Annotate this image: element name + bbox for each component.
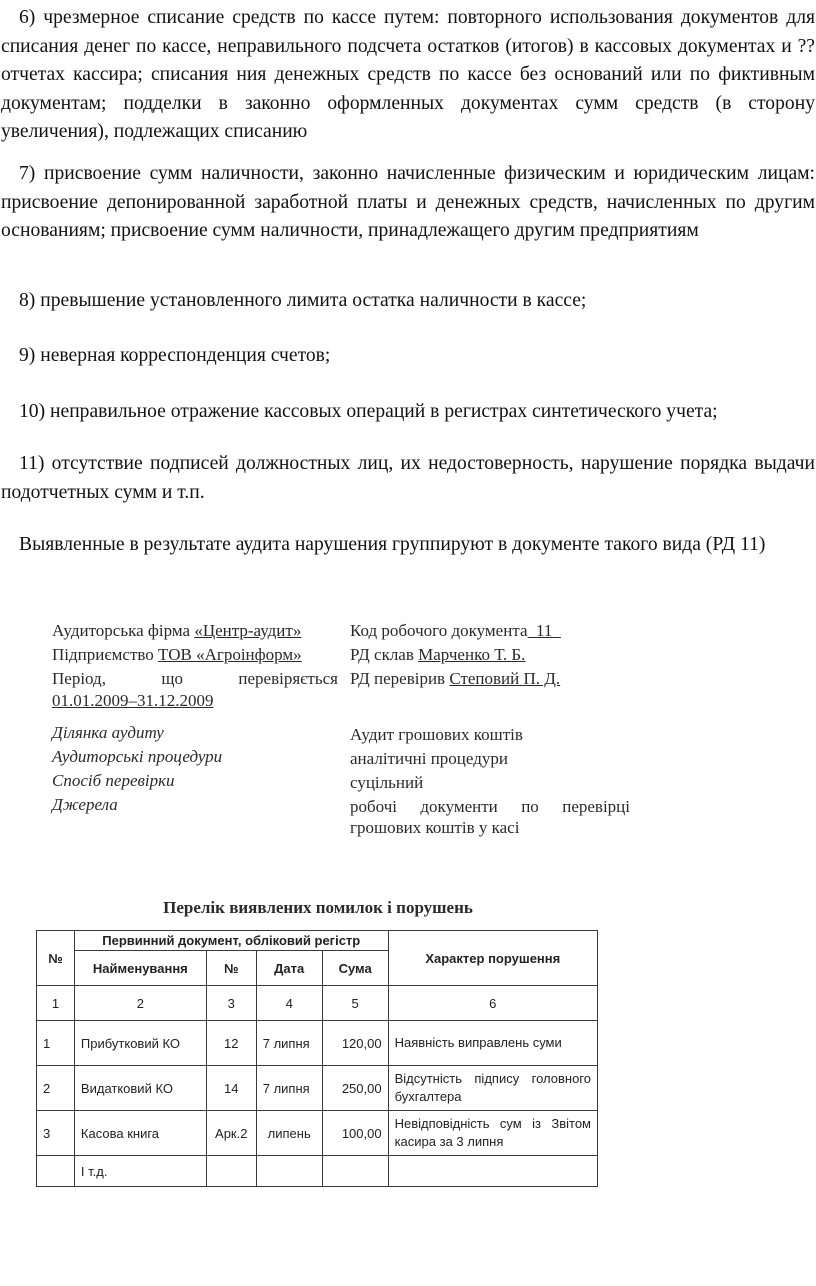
cell-no: [37, 1156, 75, 1187]
cell-date: 7 липня: [256, 1066, 322, 1111]
cell-sum: 100,00: [322, 1111, 388, 1156]
area-label: Ділянка аудиту: [52, 723, 164, 742]
enterprise-label: Підприємство: [52, 645, 154, 664]
col-header-no: №: [37, 931, 75, 986]
doc-code-value: 11: [536, 621, 553, 640]
table-row: [37, 1111, 598, 1156]
firm-label: Аудиторська фірма: [52, 621, 191, 640]
cell-date: липень: [256, 1111, 322, 1156]
column-numbers-row: [37, 986, 598, 1021]
column-number: 4: [256, 986, 322, 1021]
compiled-row: [350, 644, 640, 668]
procedures-label: Аудиторські процедури: [52, 747, 223, 766]
enterprise-value: ТОВ «Агроінформ»: [158, 645, 302, 664]
cell-no: 1: [37, 1021, 75, 1066]
col-header-nature: Характер порушення: [388, 931, 597, 986]
cell-name: Касова книга: [74, 1111, 206, 1156]
paragraph-item-6: 6) чрезмерное списание средств по кассе путем: повторного использования документов для списания денег по кассе, неправильного подсчета остатков (итогов) в кассовых документах и ??отчетах кассира; списания ния денежных средств по кассе без оснований или по фиктивным документам; подделки в законно оформленных документах сумм средств (в сторону увеличения), подлежащих списанию: [1, 7, 815, 143]
compiled-value: Марченко Т. Б.: [418, 645, 526, 664]
cell-sum: 120,00: [322, 1021, 388, 1066]
cell-no: 3: [37, 1111, 75, 1156]
firm-row: [52, 620, 338, 644]
table-header-row: [37, 931, 598, 951]
method-value: суцільний: [350, 773, 424, 792]
method-label: Спосіб перевірки: [52, 771, 175, 790]
header-left-column: [52, 620, 338, 818]
column-number: 3: [206, 986, 256, 1021]
period-word-1: Період,: [52, 669, 106, 688]
sources-value: робочі документи по перевірці грошових коштів у касі: [350, 797, 630, 837]
cell-nature: Відсутність підпису головного бухгалтера: [388, 1066, 597, 1111]
table-row: [37, 1021, 598, 1066]
paragraph-item-9: 9) неверная корреспонденция счетов;: [19, 345, 331, 366]
cell-empty: [206, 1156, 256, 1187]
procedures-value: аналітичні процедури: [350, 749, 508, 768]
cell-num: 14: [206, 1066, 256, 1111]
paragraph-item-10: 10) неправильное отражение кассовых операций в регистрах синтетического учета;: [19, 401, 718, 422]
cell-date: 7 липня: [256, 1021, 322, 1066]
paragraph-summary: Выявленные в результате аудита нарушения группируют в документе такого вида (РД 11): [19, 534, 766, 555]
errors-table: [36, 930, 598, 1187]
cell-empty: [256, 1156, 322, 1187]
sources-label: Джерела: [52, 795, 118, 814]
enterprise-row: [52, 644, 338, 668]
period-word-2: що: [161, 669, 183, 688]
compiled-label: РД склав: [350, 645, 414, 664]
column-number: 6: [388, 986, 597, 1021]
col-header-name: Найменування: [74, 951, 206, 986]
paragraph-item-8: 8) превышение установленного лимита остатка наличности в кассе;: [19, 290, 587, 311]
cell-num: Арк.2: [206, 1111, 256, 1156]
cell-etc: І т.д.: [74, 1156, 206, 1187]
scanned-working-document: [0, 600, 816, 1240]
paragraph-item-11: 11) отсутствие подписей должностных лиц, их недостоверность, нарушение порядка выдачи подотчетных сумм и т.п.: [1, 453, 815, 503]
col-header-num: №: [206, 951, 256, 986]
cell-name: Прибутковий КО: [74, 1021, 206, 1066]
table-row-continuation: [37, 1156, 598, 1187]
period-value: 01.01.2009–31.12.2009: [52, 691, 214, 710]
header-right-column: [350, 620, 640, 838]
checked-value: Степовий П. Д.: [449, 669, 561, 688]
column-number: 2: [74, 986, 206, 1021]
checked-row: [350, 668, 640, 692]
checked-label: РД перевірив: [350, 669, 446, 688]
firm-value: «Центр-аудит»: [194, 621, 302, 640]
cell-nature: Наявність виправлень суми: [388, 1021, 597, 1066]
cell-no: 2: [37, 1066, 75, 1111]
doc-code-label: Код робочого документа: [350, 621, 528, 640]
doc-code-row: [350, 620, 640, 644]
period-word-3: перевіряється: [238, 669, 338, 688]
cell-empty: [322, 1156, 388, 1187]
column-number: 1: [37, 986, 75, 1021]
col-header-sum: Сума: [322, 951, 388, 986]
cell-num: 12: [206, 1021, 256, 1066]
col-header-group: Первинний документ, обліковий регістр: [74, 931, 388, 951]
paragraph-item-7: 7) присвоение сумм наличности, законно начисленные физическим и юридическим лицам: присвоение депонированной заработной платы и денежных средств, начисленных по другим основаниям; присвоение сумм наличности, принадлежащего другим предприятиям: [1, 163, 815, 242]
period-row: [52, 668, 338, 712]
list-title: Перелік виявлених помилок і порушень: [163, 898, 473, 917]
cell-nature: Невідповідність сум із Звітом касира за 3 липня: [388, 1111, 597, 1156]
cell-empty: [388, 1156, 597, 1187]
column-number: 5: [322, 986, 388, 1021]
col-header-date: Дата: [256, 951, 322, 986]
cell-name: Видатковий КО: [74, 1066, 206, 1111]
cell-sum: 250,00: [322, 1066, 388, 1111]
table-row: [37, 1066, 598, 1111]
area-value: Аудит грошових коштів: [350, 725, 523, 744]
